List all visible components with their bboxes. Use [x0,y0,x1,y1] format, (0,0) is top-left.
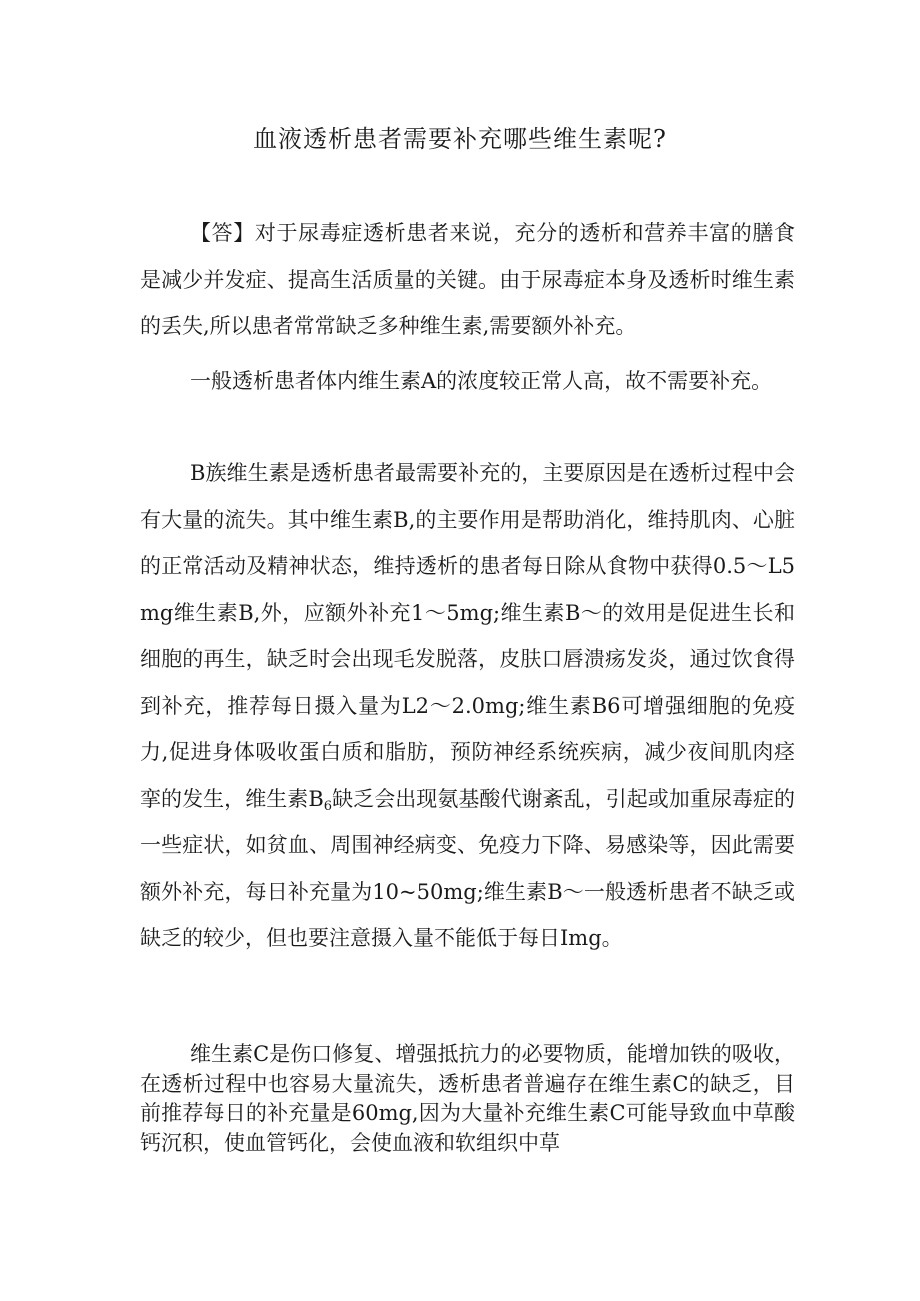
paragraph-vitamin-a: 一般透析患者体内维生素A的浓度较正常人高，故不需要补充。 [190,369,773,393]
vitamin-b-text-part1: B族维生素是透析患者最需要补充的，主要原因是在透析过程中会有大量的流失。其中维生素B,的主要作用是帮助消化，维持肌肉、心脏的正常活动及精神状态，维持透析的患者每日除从食物中获得0.5～L5mg维生素B,外，应额外补充1～5mg;维生素B～的效用是促进生长和细胞的再生，缺乏时会出现毛发脱落，皮肤口唇溃疡发炎，通过饮食得到补充，推荐每日摄入量为L2～2.0mg;维生素B6可增强细胞的免疫力,促进身体吸收蛋白质和脂肪，预防神经系统疾病，减少夜间肌肉痉挛的发生，维生素B [140,461,795,811]
paragraph-answer-intro: 【答】对于尿毒症透析患者来说，充分的透析和营养丰富的膳食是减少并发症、提高生活质量的关键。由于尿毒症本身及透析时维生素的丢失,所以患者常常缺乏多种维生素,需要额外补充。 [140,221,795,338]
paragraph-vitamin-b [140,450,795,962]
vitamin-b6-subscript: 6 [323,798,333,814]
paragraph-vitamin-c: 维生素C是伤口修复、增强抵抗力的必要物质，能增加铁的吸收，在透析过程中也容易大量流失，透析患者普遍存在维生素C的缺乏，目前推荐每日的补充量是60mg,因为大量补充维生素C可能导致血中草酸钙沉积，使血管钙化，会使血液和软组织中草 [140,1042,795,1155]
vitamin-b-text-part2: 缺乏会出现氨基酸代谢紊乱，引起或加重尿毒症的一些症状，如贫血、周围神经病变、免疫力下降、易感染等，因此需要额外补充，每日补充量为10~50mg;维生素B～一般透析患者不缺乏或缺乏的较少，但也要注意摄入量不能低于每日Img。 [140,786,796,950]
page-title: 血液透析患者需要补充哪些维生素呢? [253,125,667,153]
